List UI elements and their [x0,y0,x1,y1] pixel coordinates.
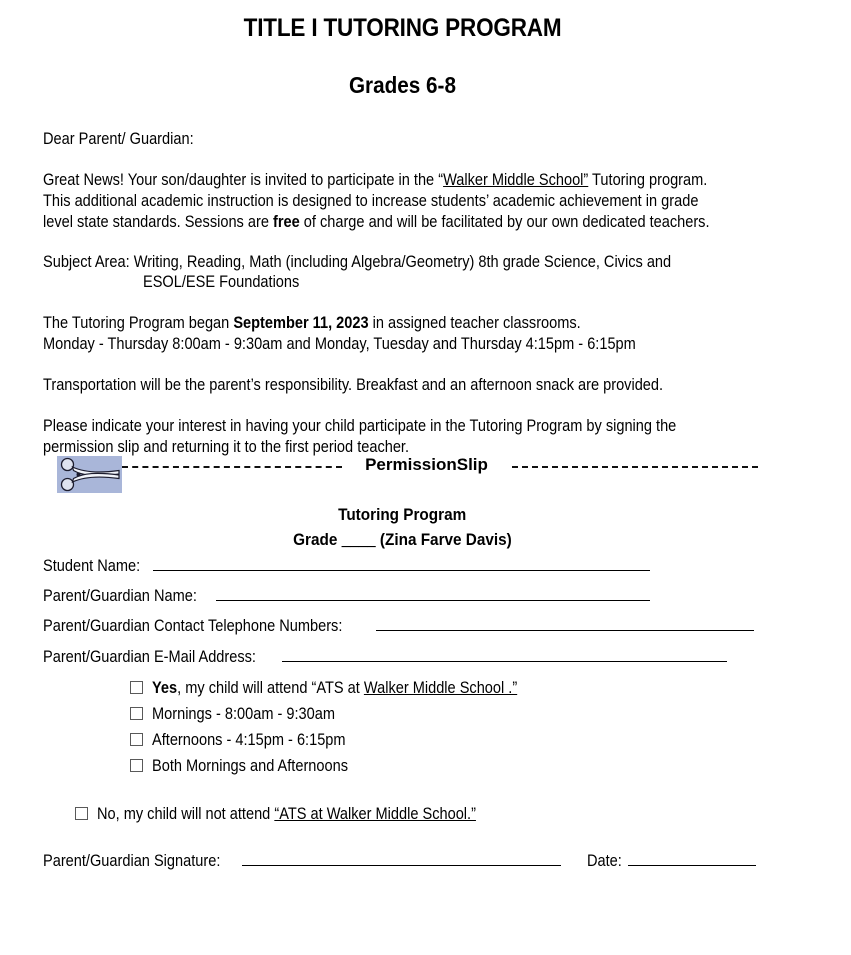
intro-free-emphasis: free [272,213,300,231]
page-subtitle [0,72,805,99]
schedule-line-2 [43,334,702,354]
slip-heading-text: Tutoring Program [338,505,467,524]
signature-label: Parent/Guardian Signature: [43,852,221,870]
field-parent-name-label: Parent/Guardian Name: [43,587,197,605]
subject-area-line-2 [143,272,317,292]
schedule-line1-before: The Tutoring Program began [43,314,234,332]
checkbox-yes-attend[interactable] [130,681,143,694]
date-label: Date: [587,852,622,870]
slip-grade-line [0,530,805,550]
schedule-line-1 [43,313,640,333]
option-mornings[interactable] [130,705,355,727]
instructions-line1-text: Please indicate your interest in having your child participate in the Tutoring Program by signing the [43,417,677,435]
page-title [0,14,805,43]
field-email-label: Parent/Guardian E-Mail Address: [43,648,256,666]
intro-line3-before: level state standards. Sessions are [43,213,273,231]
checkbox-mornings[interactable] [130,707,143,720]
subject-area-line2-text: ESOL/ESE Foundations [143,273,300,291]
slip-heading [0,505,805,525]
cut-line-label: PermissionSlip [365,455,488,474]
subject-area-line-1 [43,252,741,272]
intro-line3-after: of charge and will be facilitated by our own dedicated teachers. [299,213,710,231]
option-no-attend[interactable] [75,805,518,827]
grade-teacher-name: (Zina Farve Davis) [375,530,512,549]
intro-line-1 [43,170,781,190]
cut-line-dash-right [512,466,758,468]
field-parent-name[interactable] [43,586,650,608]
schedule-line2-text: Monday - Thursday 8:00am - 9:30am and Monday, Tuesday and Thursday 4:15pm - 6:15pm [43,335,636,353]
grade-blank: ____ [341,530,376,549]
intro-school-name: Walker Middle School” [443,171,589,189]
checkbox-no-attend[interactable] [75,807,88,820]
instructions-line-2 [43,437,450,457]
instructions-line2-text: permission slip and returning it to the first period teacher. [43,438,410,456]
cut-line [122,455,758,479]
option-yes-text: , my child will attend “ATS at [177,679,364,697]
scissors-icon [57,456,122,493]
salutation-text: Dear Parent/ Guardian: [43,130,194,148]
field-student-name-label: Student Name: [43,557,141,575]
intro-line2-text: This additional academic instruction is designed to increase students’ academic achievement in grade [43,192,699,210]
field-student-name-input[interactable] [153,556,650,571]
signature-input[interactable] [242,851,561,866]
schedule-start-date: September 11, 2023 [233,314,369,332]
checkbox-afternoons[interactable] [130,733,143,746]
cut-line-dash-left [122,466,342,468]
option-mornings-text: Mornings - 8:00am - 9:30am [152,705,336,723]
intro-line-3 [43,212,784,232]
intro-line1-before: Great News! Your son/daughter is invited to participate in the “ [43,171,444,189]
option-afternoons[interactable] [130,731,367,753]
option-no-text: No, my child will not attend [97,805,275,823]
field-phone-input[interactable] [376,616,754,631]
option-afternoons-text: Afternoons - 4:15pm - 6:15pm [152,731,346,749]
option-yes-emphasis: Yes [152,679,178,697]
option-yes-attend[interactable] [130,679,558,701]
field-phone-label: Parent/Guardian Contact Telephone Numbers: [43,617,343,635]
intro-line1-after: Tutoring program. [588,171,708,189]
subject-area-line1-text: Subject Area: Writing, Reading, Math (including Algebra/Geometry) 8th grade Science, Civics and [43,253,672,271]
intro-line-2 [43,191,771,211]
checkbox-both[interactable] [130,759,143,772]
signature-row[interactable] [43,851,756,871]
page-subtitle-text: Grades 6-8 [348,72,457,98]
option-both-text: Both Mornings and Afternoons [152,757,349,775]
instructions-line-1 [43,416,747,436]
transportation-note [43,375,732,395]
option-no-school: “ATS at Walker Middle School.” [274,805,476,823]
schedule-line1-after: in assigned teacher classrooms. [368,314,581,332]
field-email-input[interactable] [282,647,727,662]
page-title-text: TITLE I TUTORING PROGRAM [243,14,562,42]
option-both[interactable] [130,757,370,779]
option-yes-school: Walker Middle School .” [363,679,518,697]
transportation-text: Transportation will be the parent’s responsibility. Breakfast and an afternoon snack are provided. [43,376,664,394]
salutation [43,129,210,149]
field-phone[interactable] [43,616,754,638]
field-student-name[interactable] [43,556,650,578]
field-parent-name-input[interactable] [216,586,650,601]
grade-label: Grade [293,530,342,549]
date-input[interactable] [628,851,756,866]
field-email[interactable] [43,647,727,669]
